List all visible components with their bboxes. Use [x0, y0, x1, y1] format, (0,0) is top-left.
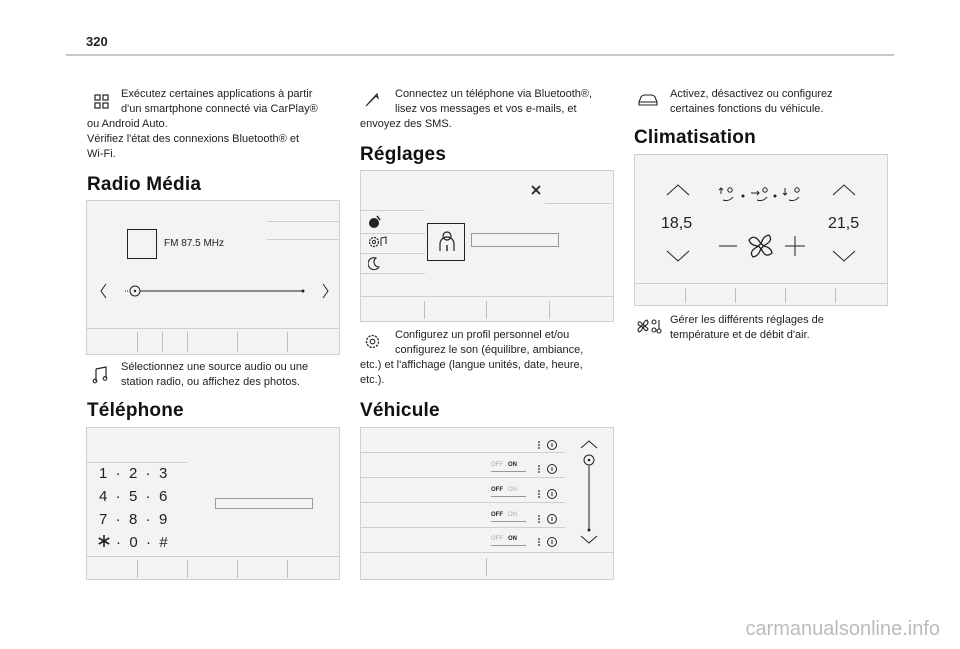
vehicle-info-icons	[537, 436, 565, 548]
settings-desc-2: configurez le son (équilibre, ambiance,	[395, 344, 584, 356]
page-number: 320	[86, 34, 108, 49]
temp-right-down-icon	[831, 249, 857, 263]
watermark: carmanualsonline.info	[745, 618, 940, 640]
phone-intro-3: envoyez des SMS.	[360, 118, 452, 130]
toggle-row-1: OFF ON	[491, 462, 518, 468]
radio-station-label: FM 87.5 MHz	[164, 238, 225, 249]
temp-left-value: 18,5	[661, 215, 693, 232]
toggle-row-3: OFF ON	[491, 512, 518, 518]
palette-icon	[368, 215, 382, 229]
phone-heading: Téléphone	[87, 400, 184, 421]
radio-desc-2: station radio, ou affichez des photos.	[121, 376, 300, 388]
vehicle-intro-1: Activez, désactivez ou configurez	[670, 88, 833, 100]
climate-screen	[634, 154, 888, 306]
temp-right-up-icon	[831, 183, 857, 197]
close-icon	[531, 185, 541, 195]
temp-right-value: 21,5	[828, 215, 860, 232]
temp-left-up-icon	[665, 183, 691, 197]
climate-desc-1: Gérer les différents réglages de	[670, 314, 824, 326]
airflow-distribution-icons	[717, 185, 809, 207]
settings-desc-1: Configurez un profil personnel et/ou	[395, 329, 570, 341]
radio-heading: Radio Média	[87, 174, 202, 195]
keypad-row-2: 4 · 5 · 6	[99, 488, 168, 505]
temp-left-down-icon	[665, 249, 691, 263]
climate-fan-temp-icon	[637, 318, 663, 334]
phone-handset-icon	[364, 92, 380, 108]
vehicle-scroll-bar	[577, 438, 601, 546]
moon-icon	[368, 257, 380, 270]
header-rule	[66, 54, 894, 56]
keypad-row-4: · 0 · #	[116, 534, 168, 551]
vehicle-heading: Véhicule	[360, 400, 440, 421]
apps-grid-icon	[94, 94, 110, 110]
radio-screen	[86, 200, 340, 355]
user-profile-icon	[438, 231, 456, 253]
settings-desc-3: etc.) et l'affichage (langue unités, date, heure,	[360, 359, 583, 371]
profile-tile	[427, 223, 465, 261]
settings-gear-music-icon	[367, 235, 389, 249]
vehicle-screen	[360, 427, 614, 580]
climate-desc-2: température et de débit d'air.	[670, 329, 810, 341]
phone-intro-2: lisez vos messages et vos e-mails, et	[395, 103, 577, 115]
apps-intro-5: Wi-Fi.	[87, 148, 116, 160]
toggle-row-4: OFF ON	[491, 536, 518, 542]
settings-gear-icon	[364, 333, 381, 350]
car-icon	[637, 93, 659, 107]
fan-speed-control	[717, 231, 807, 261]
radio-seek-bar	[99, 281, 331, 301]
toggle-row-2: OFF ON	[491, 487, 518, 493]
phone-screen	[86, 427, 340, 580]
vehicle-intro-2: certaines fonctions du véhicule.	[670, 103, 824, 115]
climate-heading: Climatisation	[634, 127, 756, 148]
keypad-row-3: 7 · 8 · 9	[99, 511, 168, 528]
apps-intro-4: Vérifiez l'état des connexions Bluetooth® et	[87, 133, 299, 145]
music-note-icon	[92, 366, 108, 384]
settings-heading: Réglages	[360, 144, 447, 165]
apps-intro-1: Exécutez certaines applications à partir	[121, 88, 313, 100]
album-art-placeholder	[127, 229, 157, 259]
apps-intro-2: d'un smartphone connecté via CarPlay®	[121, 103, 318, 115]
settings-desc-4: etc.).	[360, 374, 385, 386]
radio-desc-1: Sélectionnez une source audio ou une	[121, 361, 309, 373]
keypad-row-1: 1 · 2 · 3	[99, 465, 168, 482]
profile-name-field	[471, 233, 559, 247]
phone-number-field	[215, 498, 313, 509]
apps-intro-3: ou Android Auto.	[87, 118, 168, 130]
asterisk-key-icon	[98, 535, 110, 547]
phone-intro-1: Connectez un téléphone via Bluetooth®,	[395, 88, 593, 100]
settings-screen	[360, 170, 614, 322]
